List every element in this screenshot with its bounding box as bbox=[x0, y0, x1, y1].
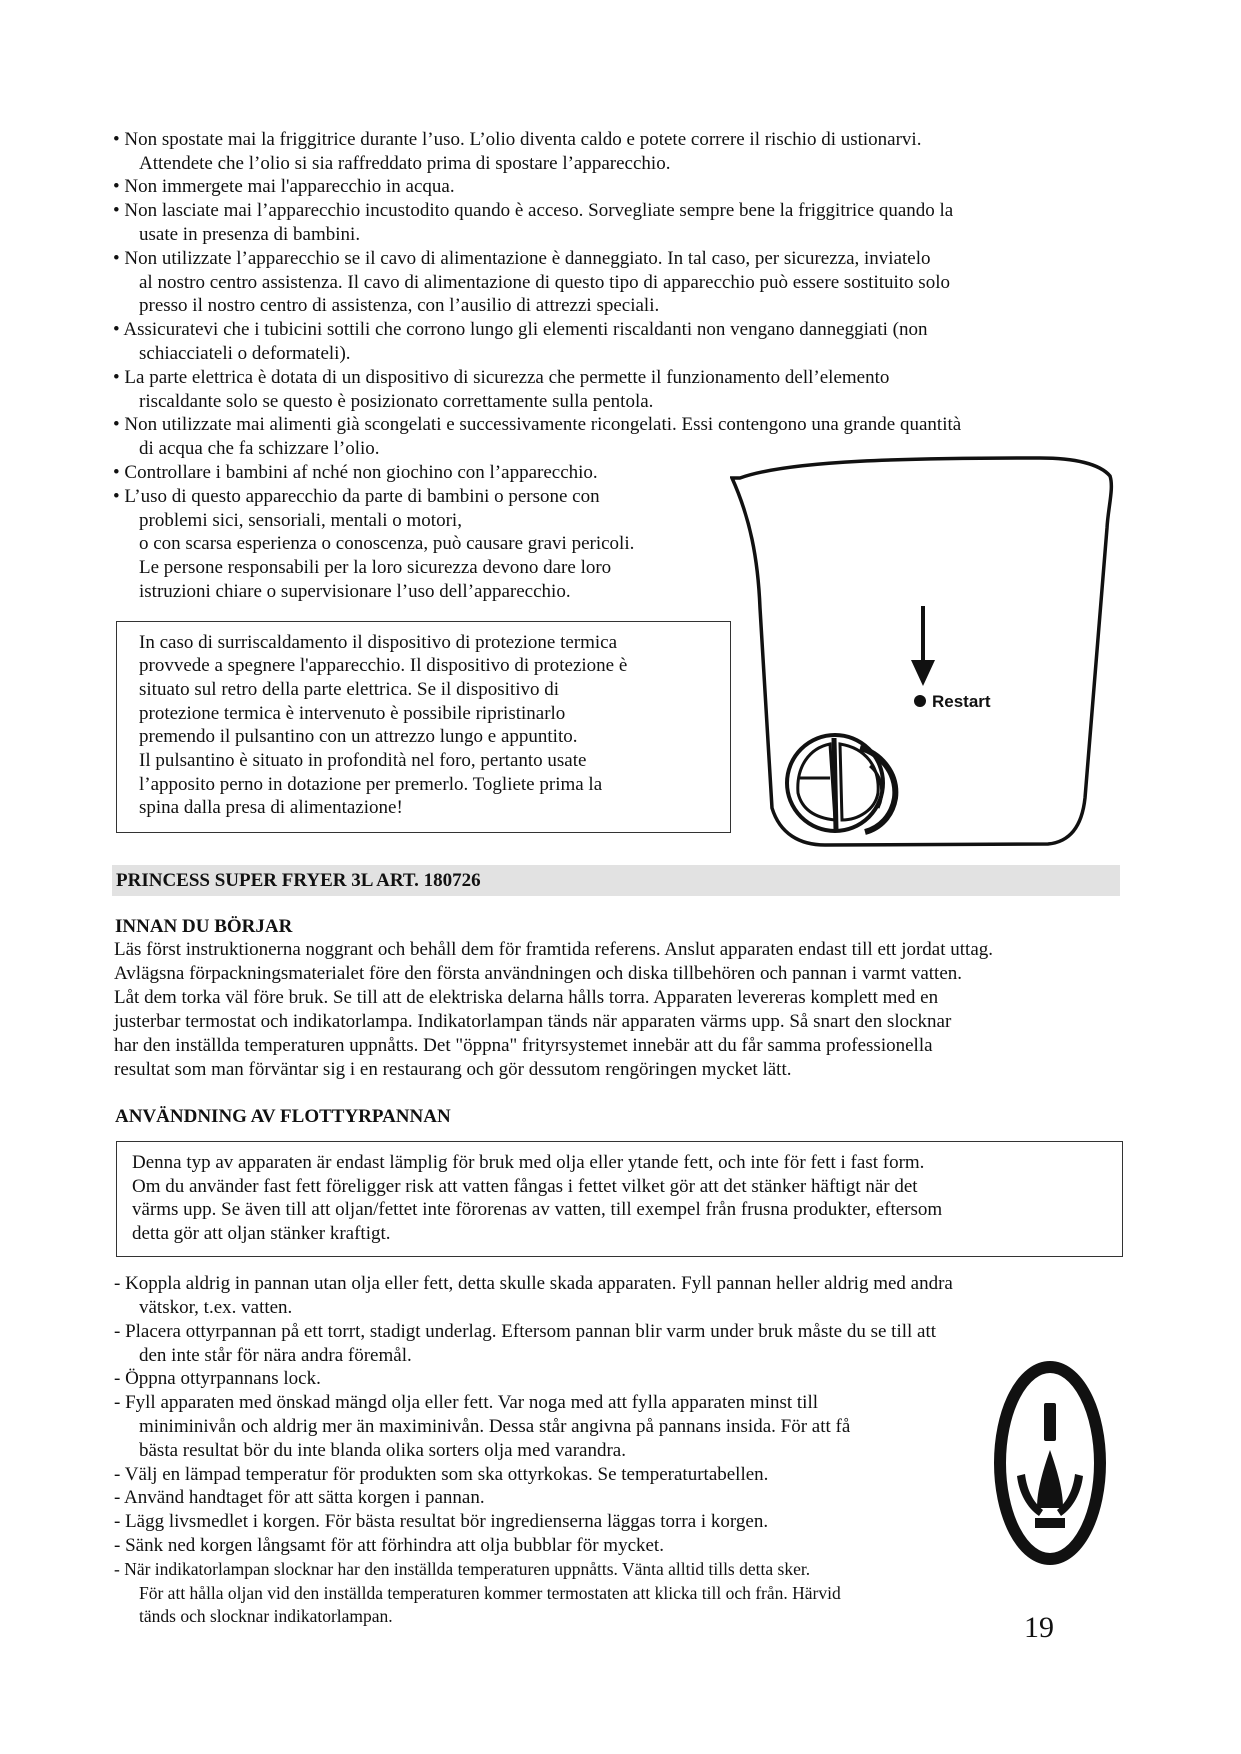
text-line: Om du använder fast fett föreligger risk att vatten fångas i fettet vilket gör att det stänker häftigt när det bbox=[132, 1176, 918, 1197]
text-line: - Öppna ottyrpannans lock. bbox=[114, 1368, 321, 1389]
thermostat-knob-icon bbox=[993, 1358, 1108, 1568]
text-line: Denna typ av apparaten är endast lämplig för bruk med olja eller ytande fett, och inte för fett i fast form. bbox=[132, 1152, 925, 1173]
text-line: detta gör att oljan stänker kraftigt. bbox=[132, 1223, 391, 1244]
text-line: riscaldante solo se questo è posizionato correttamente sulla pentola. bbox=[139, 391, 654, 412]
text-line: problemi sici, sensoriali, mentali o motori, bbox=[139, 510, 462, 531]
text-line: - Välj en lämpad temperatur för produkten som ska ottyrkokas. Se temperaturtabellen. bbox=[114, 1464, 769, 1485]
overheat-notice-box bbox=[116, 621, 731, 833]
text-line: har den inställda temperaturen uppnåtts. Det "öppna" frityrsystemet innebär att du får samma professionella bbox=[114, 1035, 933, 1056]
text-line: premendo il pulsantino con un attrezzo lungo e appuntito. bbox=[139, 726, 578, 747]
text-line: - Lägg livsmedlet i korgen. För bästa resultat bör ingredienserna läggas torra i korgen. bbox=[114, 1511, 769, 1532]
text-line: • Non lasciate mai l’apparecchio incustodito quando è acceso. Sorvegliate sempre bene la friggitrice quando la bbox=[113, 200, 954, 221]
text-line: l’apposito perno in dotazione per premerlo. Togliete prima la bbox=[139, 774, 603, 795]
product-title: PRINCESS SUPER FRYER 3L ART. 180726 bbox=[116, 870, 481, 891]
text-line: • Non utilizzate l’apparecchio se il cavo di alimentazione è danneggiato. In tal caso, per sicurezza, inviatelo bbox=[113, 248, 931, 269]
text-line: Attendete che l’olio si sia raffreddato prima di spostare l’apparecchio. bbox=[139, 153, 671, 174]
text-line: vätskor, t.ex. vatten. bbox=[139, 1297, 293, 1318]
text-line: protezione termica è intervenuto è possibile ripristinarlo bbox=[139, 703, 566, 724]
text-line: Avlägsna förpackningsmaterialet före den första användningen och diska tillbehören och pannan i varmt vatten. bbox=[114, 963, 963, 984]
usage-notice-box bbox=[116, 1141, 1123, 1257]
section-heading-before-start: INNAN DU BÖRJAR bbox=[115, 916, 293, 937]
text-line: justerbar termostat och indikatorlampa. Indikatorlampan tänds när apparaten värms upp. Så snart den slocknar bbox=[114, 1011, 952, 1032]
text-line: usate in presenza di bambini. bbox=[139, 224, 361, 245]
text-line: • Non spostate mai la friggitrice durante l’uso. L’olio diventa caldo e potete correre il rischio di ustionarvi. bbox=[113, 129, 922, 150]
text-line: Il pulsantino è situato in profondità nel foro, pertanto usate bbox=[139, 750, 587, 771]
text-line: - Placera ottyrpannan på ett torrt, stadigt underlag. Eftersom pannan blir varm under bruk måste du se till att bbox=[114, 1321, 937, 1342]
text-line: resultat som man förväntar sig i en restaurang och gör dessutom rengöringen mycket lätt. bbox=[114, 1059, 792, 1080]
text-line: provvede a spegnere l'apparecchio. Il dispositivo di protezione è bbox=[139, 655, 628, 676]
text-line: - Koppla aldrig in pannan utan olja eller fett, detta skulle skada apparaten. Fyll pannan heller aldrig med andra bbox=[114, 1273, 953, 1294]
text-line: situato sul retro della parte elettrica. Se il dispositivo di bbox=[139, 679, 560, 700]
text-line: bästa resultat bör du inte blanda olika sorters olja med varandra. bbox=[139, 1440, 626, 1461]
product-banner bbox=[112, 865, 1120, 896]
text-line: värms upp. Se även till att oljan/fettet inte förorenas av vatten, till exempel från frusna produkter, eftersom bbox=[132, 1199, 943, 1220]
text-line: spina dalla presa di alimentazione! bbox=[139, 797, 403, 818]
restart-label: Restart bbox=[932, 692, 991, 711]
text-line: den inte står för nära andra föremål. bbox=[139, 1345, 412, 1366]
text-line: • Non immergete mai l'apparecchio in acqua. bbox=[113, 176, 455, 197]
text-line: - Använd handtaget för att sätta korgen i pannan. bbox=[114, 1487, 485, 1508]
page-number: 19 bbox=[1024, 1611, 1054, 1644]
text-line: Låt dem torka väl före bruk. Se till att de elektriska delarna hålls torra. Apparaten levereras komplett med en bbox=[114, 987, 939, 1008]
text-line: Läs först instruktionerna noggrant och behåll dem för framtida referens. Anslut apparaten endast till ett jordat uttag. bbox=[114, 939, 994, 960]
text-line: För att hålla oljan vid den inställda temperaturen kommer termostaten att klicka till och från. Härvid bbox=[139, 1583, 841, 1603]
text-line: al nostro centro assistenza. Il cavo di alimentazione di questo tipo di apparecchio può essere sostituito solo bbox=[139, 272, 950, 293]
text-line: miniminivån och aldrig mer än maximinivån. Dessa står angivna på pannans insida. För att få bbox=[139, 1416, 851, 1437]
text-line: di acqua che fa schizzare l’olio. bbox=[139, 438, 380, 459]
text-line: • La parte elettrica è dotata di un dispositivo di sicurezza che permette il funzionamento dell’elemento bbox=[113, 367, 890, 388]
text-line: • Assicuratevi che i tubicini sottili che corrono lungo gli elementi riscaldanti non vengano danneggiati (non bbox=[113, 319, 928, 340]
text-line: istruzioni chiare o supervisionare l’uso dell’apparecchio. bbox=[139, 581, 571, 602]
text-line: - När indikatorlampan slocknar har den inställda temperaturen uppnåtts. Vänta alltid tills detta sker. bbox=[114, 1559, 811, 1579]
section-heading-usage: ANVÄNDNING AV FLOTTYRPANNAN bbox=[115, 1106, 451, 1127]
text-line: o con scarsa esperienza o conoscenza, può causare gravi pericoli. bbox=[139, 533, 635, 554]
fryer-restart-figure bbox=[730, 448, 1120, 858]
text-line: schiacciateli o deformateli). bbox=[139, 343, 351, 364]
text-line: - Sänk ned korgen långsamt för att förhindra att olja bubblar för mycket. bbox=[114, 1535, 664, 1556]
restart-dot-icon bbox=[914, 695, 926, 707]
text-line: In caso di surriscaldamento il dispositivo di protezione termica bbox=[139, 632, 618, 653]
text-line: presso il nostro centro di assistenza, con l’ausilio di attrezzi speciali. bbox=[139, 295, 660, 316]
text-line: • Controllare i bambini af nché non giochino con l’apparecchio. bbox=[113, 462, 598, 483]
text-line: • L’uso di questo apparecchio da parte di bambini o persone con bbox=[113, 486, 600, 507]
text-line: • Non utilizzate mai alimenti già scongelati e successivamente ricongelati. Essi contengono una grande quantità bbox=[113, 414, 962, 435]
text-line: tänds och slocknar indikatorlampan. bbox=[139, 1606, 393, 1626]
text-line: - Fyll apparaten med önskad mängd olja eller fett. Var noga med att fylla apparaten minst till bbox=[114, 1392, 819, 1413]
text-line: Le persone responsabili per la loro sicurezza devono dare loro bbox=[139, 557, 612, 578]
